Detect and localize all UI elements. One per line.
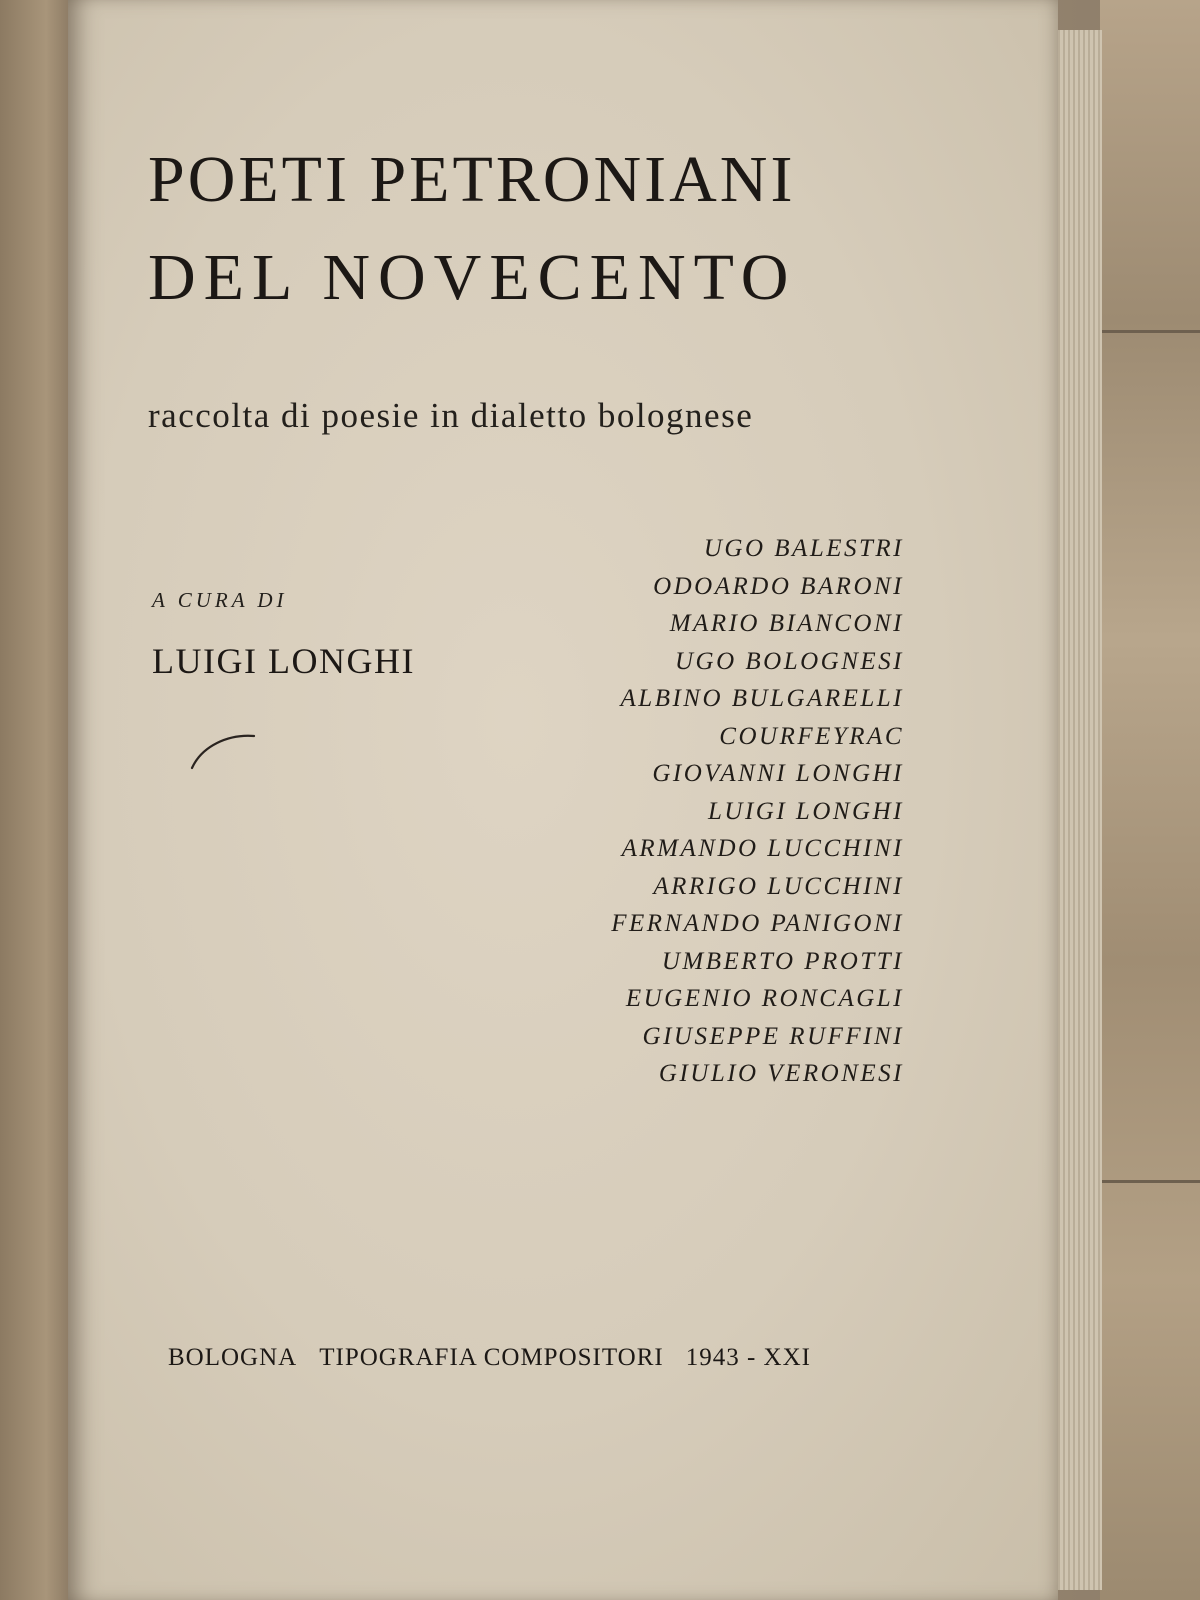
curator-label: A CURA DI bbox=[152, 588, 288, 612]
curator-name: LUIGI LONGHI bbox=[152, 641, 415, 681]
author-name: ARMANDO LUCCHINI bbox=[621, 835, 904, 862]
imprint-year: 1943 - XXI bbox=[685, 1344, 811, 1371]
author-name: UMBERTO PROTTI bbox=[661, 947, 904, 975]
pencil-mark bbox=[188, 728, 268, 778]
author-name: GIUSEPPE RUFFINI bbox=[642, 1022, 904, 1050]
author-name: UGO BALESTRI bbox=[703, 535, 904, 562]
author-name: ODOARDO BARONI bbox=[653, 572, 904, 600]
imprint-city: BOLOGNA bbox=[168, 1344, 298, 1371]
author-name: GIULIO VERONESI bbox=[658, 1060, 904, 1087]
title-line-1: POETI PETRONIANI bbox=[148, 143, 796, 216]
author-name: MARIO BIANCONI bbox=[669, 610, 904, 637]
author-name: GIOVANNI LONGHI bbox=[652, 760, 904, 787]
author-name: UGO BOLOGNESI bbox=[674, 647, 904, 675]
author-name: ALBINO BULGARELLI bbox=[620, 685, 904, 712]
author-name: FERNANDO PANIGONI bbox=[611, 910, 904, 937]
title-line-2: DEL NOVECENTO bbox=[148, 241, 797, 314]
wooden-table-edge bbox=[1100, 0, 1200, 1600]
wood-seam bbox=[1100, 330, 1200, 333]
title-page bbox=[68, 0, 1058, 1600]
author-name: ARRIGO LUCCHINI bbox=[653, 872, 904, 900]
imprint-publisher: TIPOGRAFIA COMPOSITORI bbox=[319, 1344, 664, 1371]
author-name: LUIGI LONGHI bbox=[708, 797, 904, 825]
wood-seam bbox=[1100, 1180, 1200, 1183]
imprint bbox=[168, 1344, 833, 1372]
subtitle: raccolta di poesie in dialetto bolognese bbox=[148, 396, 754, 435]
author-name: COURFEYRAC bbox=[719, 722, 904, 750]
author-name: EUGENIO RONCAGLI bbox=[625, 985, 904, 1012]
author-list bbox=[574, 530, 904, 1093]
